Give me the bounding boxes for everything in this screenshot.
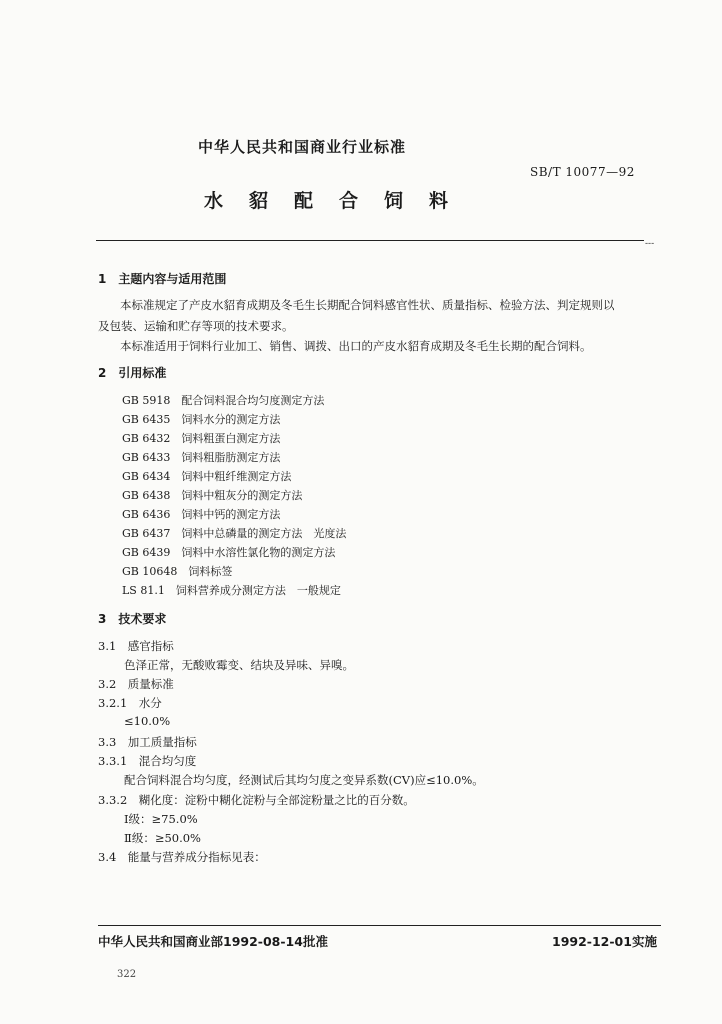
footer-divider [98,925,661,926]
section-1-paragraph-1-line-1: 本标准规定了产皮水貂育成期及冬毛生长期配合饲料感官性状、质量指标、检验方法、判定规则以 [120,298,615,312]
header-divider [96,240,644,241]
issuing-authority: 中华人民共和国商业行业标准 [198,138,407,156]
reference-item: GB 6434 饲料中粗纤维测定方法 [122,470,292,483]
section-2-heading: 2 引用标准 [98,366,167,380]
header-divider-dash: --- [645,239,655,249]
reference-item: GB 6433 饲料粗脂肪测定方法 [122,451,281,464]
clause-3-3-1: 3.3.1 混合均匀度 [98,754,197,768]
section-3-heading: 3 技术要求 [98,612,167,626]
reference-item: GB 6438 饲料中粗灰分的测定方法 [122,489,303,502]
reference-item: GB 5918 配合饲料混合均匀度测定方法 [122,394,325,407]
clause-3-3-2: 3.3.2 糊化度：淀粉中糊化淀粉与全部淀粉量之比的百分数。 [98,793,415,807]
clause-3-1: 3.1 感官指标 [98,639,174,653]
clause-3-2-1: 3.2.1 水分 [98,696,162,710]
grade-1-value: Ⅰ级：≥75.0% [124,812,198,826]
document-title: 水貂配合饲料 [204,190,475,212]
page-number: 322 [117,969,137,980]
clause-3-2: 3.2 质量标准 [98,677,174,691]
standard-code: SB/T 10077—92 [530,165,635,179]
section-1-heading: 1 主题内容与适用范围 [98,272,227,286]
section-1-paragraph-1-line-2: 及包装、运输和贮存等项的技术要求。 [98,319,294,333]
reference-item: GB 6435 饲料水分的测定方法 [122,413,281,426]
section-1-paragraph-2: 本标准适用于饲料行业加工、销售、调拨、出口的产皮水貂育成期及冬毛生长期的配合饲料。 [120,339,592,353]
clause-3-2-1-value: ≤10.0% [124,714,171,728]
reference-item: GB 6437 饲料中总磷量的测定方法 光度法 [122,527,347,540]
reference-item: GB 6436 饲料中钙的测定方法 [122,508,281,521]
clause-3-3-1-text: 配合饲料混合均匀度，经测试后其均匀度之变异系数(CV)应≤10.0%。 [124,773,484,787]
clause-3-3: 3.3 加工质量指标 [98,735,197,749]
reference-item: GB 10648 饲料标签 [122,565,233,578]
clause-3-4: 3.4 能量与营养成分指标见表： [98,850,266,864]
approval-line: 中华人民共和国商业部1992-08-14批准 [98,934,328,949]
reference-item: GB 6439 饲料中水溶性氯化物的测定方法 [122,546,336,559]
clause-3-1-text: 色泽正常，无酸败霉变、结块及异味、异嗅。 [124,658,354,672]
grade-2-value: Ⅱ级：≥50.0% [124,831,201,845]
reference-item: LS 81.1 饲料营养成分测定方法 一般规定 [122,584,341,597]
effective-date-line: 1992-12-01实施 [552,934,657,949]
reference-item: GB 6432 饲料粗蛋白测定方法 [122,432,281,445]
